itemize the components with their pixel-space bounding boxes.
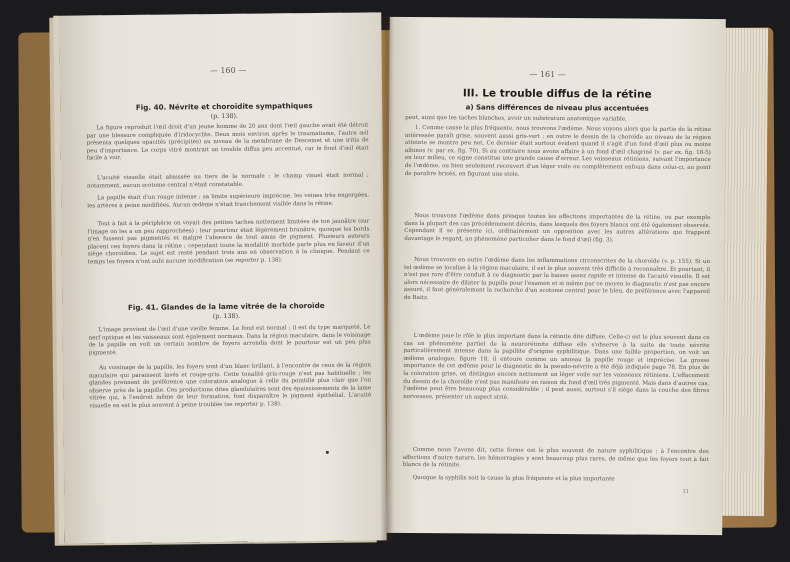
right-paragraph-6: Comme nous l'avons dit, cette forme est le plus souvent de nature syphilitique ; à l'encontre des affections d'autre nature, les hémorragies y sont beaucoup plus rares, de même que les foyers tout à fait blancs de la rétinite. (402, 447, 709, 469)
fig40-paragraph-2: L'acuité visuelle était abaissée au tiers de la normale ; le champ visuel était normal ; notamment, aucun scotome central n'était constatable. (86, 172, 369, 190)
right-paragraph-5: L'œdème joue le rôle le plus important dans la rétinite dite diffuse. Celle-ci est le plus souvent dans ce cas un phénomène partiel de la neurorétinite diffuse elle s'observe à la suite de toute névrite particulièrement intense dans la papillite d'origine syphilitique. Dans une faible proportion, on voit un œdème analogue, figure 18, il entoure comme un anneau la papille rouge et imprécise. La grosse importance de cet œdème pour le diagnostic de la pseudo-névrite a été déjà indiquée page 78. En plus de la coloration grise, on distingue encore nettement un léger voile sur les vaisseaux rétiniens. L'effacement du dessin de la choroïde n'est pas manifeste en raison du fond d'œil très pigmenté. Mais dans d'autres cas, l'œdème peut être beaucoup plus considérable ; il peut aussi, surtout s'il siège dans la couche des fibres nerveuses, présenter un aspect strié. (403, 333, 710, 401)
fig41-paragraph-2: Au voisinage de la papille, les foyers sont d'un blanc brillant, à l'encontre de ceux de la région maculaire qui paraissent lavés et rouge-gris. Cette tonalité gris-rouge n'est pas habituelle ; les glandes prennent de préférence une coloration analogue à celle du pointillé plus clair que l'on observe près de la papille. Ces productions dites glandulaires sont des épaississements de la lame vitrée qui, à l'endroit même de leur formation, font disparaître le pigment épithélial. L'acuité visuelle en est le plus souvent à peine troublée (se reporter p. 138). (88, 362, 372, 410)
right-paragraph-7: Quoique la syphilis soit la cause la plus fréquente et la plus importante (412, 475, 615, 483)
page-edges (720, 28, 768, 516)
section-title: III. Le trouble diffus de la rétine (462, 87, 652, 101)
fig40-paragraph-1: La figure reproduit l'œil droit d'un jeune homme de 20 ans dont l'œil gauche avait été détruit par une blessure compliquée d'iridocyclite. Deux mois environ après le traumatisme, l'autre œil présenta quelques opacités (précipités) au niveau de la membrane de Descemet et une iritis de peu d'importance. Le corps vitré montrait un trouble diffus peu accentué, car le fond d'œil était facile à voir. (86, 122, 369, 162)
fig41-paragraph-1: L'image provient de l'œil d'une vieille femme. Le fond est normal ; il est du type marqueté. Le nerf optique et les vaisseaux sont également normaux. Dans la région maculaire, dans le voisinage de la papille on voit un certain nombre de foyers arrondis dont le pourtour est un peu plus pigmenté. (88, 324, 371, 357)
fig40-paragraph-3: La papille était d'un rouge intense ; sa limite supérieure imprécise, les veines très engorgées, les artères à peine modifiées. Aucun œdème n'était franchement visible dans la rétine. (87, 192, 370, 210)
fig40-ref: (p. 138). (210, 111, 239, 121)
fig41-title: Fig. 41. Glandes de la lame vitrée de la choroïde (127, 300, 325, 312)
right-paragraph-3: Nous trouvons l'œdème dans presque toutes les affections importantes de la rétine, ou par exemple dans la plupart des cas précédemment décrits, dans lesquels des foyers blancs ont été également observés. Cependant il se présente ici, ordinairement un opposition avec les autres altérations qui frappent davantage le regard, un phénomène particulier dans le fond d'œil (fig. 3). (404, 213, 711, 244)
right-paragraph-2: 1. Comme cause la plus fréquente, nous trouvons l'œdème. Nous voyons alors que la partie de la rétine intéressée paraît grise, souvent aussi gris-vert ; en outre le dessin de la choroïde au niveau de la région atteinte se montre peu net. Ce dernier était surtout évident quand il s'agit d'un fond d'œil plus ou moins albinos (v. par ex. fig. 70). Si au contraire nous avons affaire à un fond d'œil chagriné (v. par ex. fig. 18-5) en leur milieu, ce signe constitue une grande cause d'erreur. Les vaisseaux rétiniens, suivant l'importance de l'œdème, ou bien seulement recouvert d'un léger voile ou complètement enfouis dans celui-ci, au point de paraître brisés, en figurant une stole. (404, 125, 712, 178)
left-page (59, 12, 387, 543)
fig41-ref: (p. 138). (212, 311, 241, 321)
subsection-title: a) Sans différences de niveau plus accentuées (465, 103, 649, 113)
fig40-paragraph-4: Tout à fait à la périphérie on voyait des petites taches nettement limitées de ton jaunâtre (sur l'image on les a un peu rapprochées) ; leur pourtour était légèrement brunâtre, quoique les bords n'en fussent pas pigmentés et malgré l'absence de tout amas de pigment. Plusieurs auteurs placent ces foyers dans la rétine ; cependant toute la modalité morbide parle plus en faveur d'un siège choroïdien. Le sujet est resté pendant trois ans en observation à la clinique. Pendant ce temps les foyers n'ont subi aucune modification (se reporter p. 138). (87, 218, 370, 266)
right-paragraph-1: peut, ainsi que les taches blanches, avoir un substratum anatomique variable. (405, 114, 627, 123)
right-paragraph-4: Nous trouvons en outre l'œdème dans les inflammations circonscrites de la choroïde (v. p. 155). Si un tel œdème se localise à la région maculaire, il est le plus souvent très difficile à reconnaître. Et pourtant, il n'est pas rare d'être conduit à ce diagnostic par la baisse assez rapide et intense de l'acuité visuelle. Il est alors nécessaire de dilater la pupille pour l'examen et si même par ce moyen le diagnostic n'est pas encore assuré, il faut généralement la recherche d'un scotome central pour le bleu, de préférence avec l'appareil de Baitz. (403, 257, 711, 302)
signature-mark: 11 (682, 488, 689, 495)
ink-dot (326, 451, 329, 454)
book-gutter (380, 16, 394, 542)
right-page-number: — 161 — (529, 69, 566, 80)
left-page-number: — 160 — (209, 65, 247, 76)
fig40-title: Fig. 40. Névrite et choroïdite sympathiques (135, 101, 313, 112)
right-page (386, 17, 726, 535)
